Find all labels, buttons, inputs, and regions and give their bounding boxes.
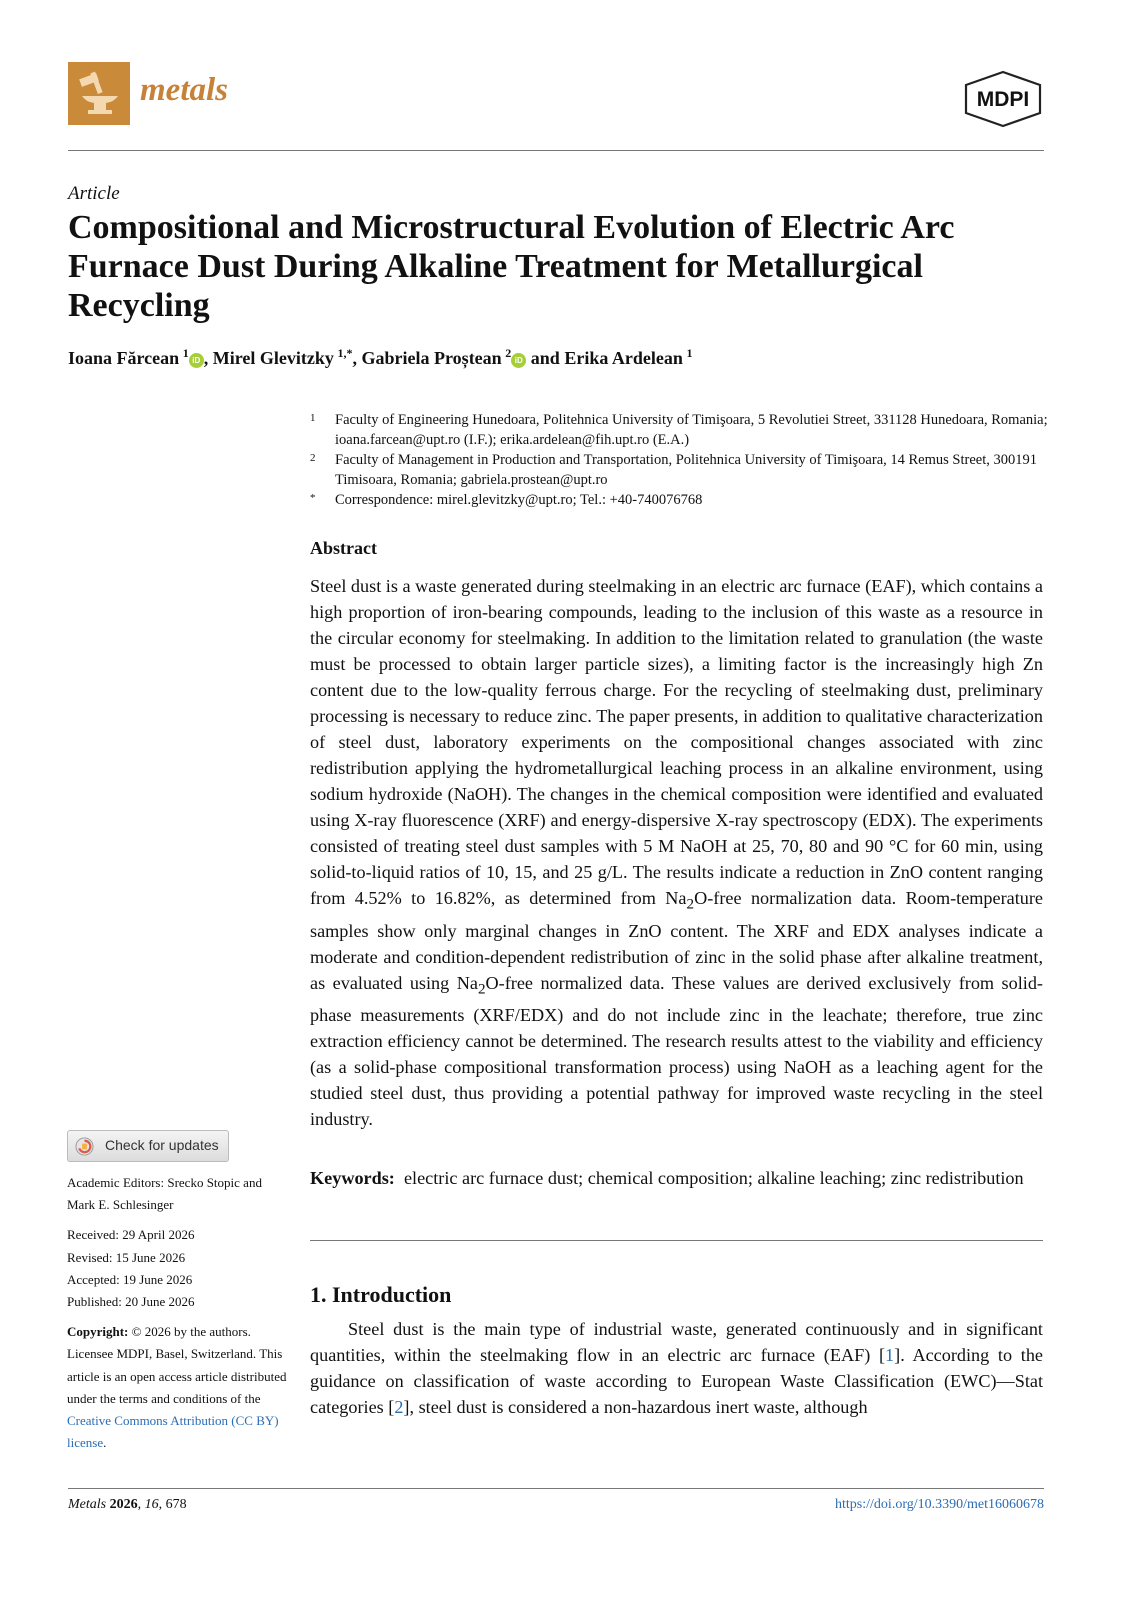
author-name[interactable]: Mirel Glevitzky (212, 348, 334, 368)
section-divider (310, 1240, 1043, 1241)
author-name[interactable]: Gabriela Proștean (361, 348, 502, 368)
check-updates-label: Check for updates (105, 1137, 219, 1153)
intro-paragraph (310, 1316, 1043, 1420)
intro-text: ]. According to the guidance on classification of waste according to European Waste Classification (EWC)—Stat categories [ (310, 1345, 1043, 1417)
intro-text: ], steel dust is considered a non-hazardous inert waste, although (403, 1397, 868, 1417)
copyright-end: . (103, 1435, 107, 1451)
author-name[interactable]: Erika Ardelean (564, 348, 683, 368)
affiliation-text: Faculty of Engineering Hunedoara, Politehnica University of Timişoara, 5 Revolutiei Street, 331128 Hunedoara, Romania; ioana.farcean@upt.ro (I.F.); erika.ardelean@fih.upt.ro (E.A.) (335, 412, 1048, 448)
affiliation-mark: 2 (310, 452, 316, 464)
footer-divider (68, 1488, 1044, 1489)
author-separator: , (352, 348, 362, 368)
abstract-text (310, 573, 1043, 1132)
keywords (310, 1165, 1043, 1191)
reference-link[interactable]: 1 (885, 1345, 895, 1365)
abstract-part: Steel dust is a waste generated during steelmaking in an electric arc furnace (EAF), which contains a high proportion of iron-bearing compounds, leading to the inclusion of this waste as a resource in the circular economy for steelmaking. In addition to the limitation related to granulation (the waste must be processed to obtain larger particle sizes), a limiting factor is the increasingly high Zn content due to the low-quality ferrous charge. For the recycling of steelmaking dust, preliminary processing is necessary to reduce zinc. The paper presents, in addition to qualitative characterization of steel dust, laboratory experiments on the compositional changes associated with zinc redistribution applying the hydrometallurgical leaching process in an alkaline environment, using sodium hydroxide (NaOH). The changes in the chemical composition were identified and evaluated using X-ray fluorescence (XRF) and energy-dispersive X-ray spectroscopy (EDX). The experiments consisted of treating steel dust samples with 5 M NaOH at 25, 70, 80 and 90 °C for 60 min, using solid-to-liquid ratios of 10, 15, and 25 g/L. The results indicate a reduction in ZnO content ranging from 4.52% to 16.82%, as determined from Na (310, 576, 1043, 908)
affiliation-item (310, 410, 1050, 450)
journal-name: metals (140, 72, 228, 108)
keywords-label: Keywords: (310, 1168, 395, 1188)
subscript: 2 (686, 895, 695, 913)
author-name[interactable]: Ioana Fărcean (68, 348, 180, 368)
correspondence-text: Correspondence: mirel.glevitzky@upt.ro; Tel.: +40-740076768 (335, 492, 703, 508)
license-link[interactable]: Creative Commons Attribution (CC BY) license (67, 1413, 279, 1451)
affiliations (310, 410, 1050, 510)
copyright-notice (67, 1321, 292, 1454)
article-title: Compositional and Microstructural Evolution of Electric Arc Furnace Dust During Alkaline Treatment for Metallurgical Recycling (68, 209, 955, 324)
intro-text: Steel dust is the main type of industrial waste, generated continuously and in significant quantities, within the steelmaking flow in an electric arc furnace (EAF) [ (310, 1319, 1043, 1365)
doi-link[interactable]: https://doi.org/10.3390/met16060678 (835, 1497, 1044, 1512)
orcid-icon[interactable]: iD (511, 353, 526, 368)
section-heading: 1. Introduction (310, 1282, 452, 1307)
mdpi-logo-text: MDPI (976, 88, 1030, 111)
footer-year: 2026 (109, 1497, 138, 1512)
revised-date: Revised: 15 June 2026 (67, 1249, 186, 1265)
affiliation-mark: 1 (310, 412, 316, 424)
abstract-part: O-free normalization data. Room-temperature samples show only marginal changes in ZnO content. The XRF and EDX analyses indicate a moderate and condition-dependent redistribution of zinc in the solid phase after alkaline treatment, as evaluated using Na (310, 888, 1043, 993)
subscript: 2 (477, 980, 486, 998)
copyright-label: Copyright: (67, 1324, 129, 1340)
check-for-updates-button[interactable] (67, 1130, 229, 1162)
received-date: Received: 29 April 2026 (67, 1227, 195, 1243)
author-separator: , (203, 348, 213, 368)
orcid-icon[interactable]: iD (189, 353, 204, 368)
published-date: Published: 20 June 2026 (67, 1294, 195, 1310)
anvil-hammer-icon (68, 62, 130, 125)
author-affiliation-mark: 1 (686, 346, 693, 360)
affiliation-item (310, 450, 1050, 490)
author-affiliation-mark: 1 (182, 346, 189, 360)
author-separator: and (526, 348, 565, 368)
article-type: Article (68, 183, 120, 204)
keywords-text: electric arc furnace dust; chemical composition; alkaline leaching; zinc redistribution (403, 1168, 1024, 1188)
journal-logo (68, 62, 130, 125)
reference-link[interactable]: 2 (394, 1397, 404, 1417)
affiliation-mark: * (310, 492, 316, 504)
footer-volume: 16 (144, 1497, 159, 1512)
author-affiliation-mark: 1,* (337, 346, 353, 360)
check-updates-icon (75, 1137, 94, 1156)
academic-editors: Academic Editors: Srecko Stopic and Mark E. Schlesinger (67, 1175, 262, 1213)
mdpi-logo (962, 70, 1044, 128)
publication-dates (67, 1224, 292, 1313)
author-affiliation-mark: 2 (505, 346, 512, 360)
copyright-text: © 2026 by the authors. Licensee MDPI, Basel, Switzerland. This article is an open access article distributed under the terms and conditions of the (67, 1324, 287, 1406)
abstract-part: O-free normalized data. These values are derived exclusively from solid-phase measurements (XRF/EDX) and do not include zinc in the leachate; therefore, true zinc extraction efficiency cannot be determined. The research results attest to the viability and efficiency (as a solid-phase compositional transformation process) using NaOH as a leaching agent for the studied steel dust, thus providing a potential pathway for improved waste recycling in the steel industry. (310, 972, 1043, 1130)
affiliation-item (310, 490, 1050, 510)
article-sidebar (67, 1172, 292, 1454)
header-divider (68, 150, 1044, 151)
author-list (68, 346, 692, 369)
footer-journal: Metals (68, 1497, 107, 1512)
citation-footer: Metals 2026, 16, 678 (68, 1497, 187, 1512)
footer-article-number: 678 (165, 1497, 187, 1512)
abstract-heading: Abstract (310, 538, 377, 558)
accepted-date: Accepted: 19 June 2026 (67, 1271, 193, 1287)
affiliation-text: Faculty of Management in Production and Transportation, Politehnica University of Timişoara, 14 Remus Street, 300191 Timisoara, Romania; gabriela.prostean@upt.ro (335, 452, 1037, 488)
